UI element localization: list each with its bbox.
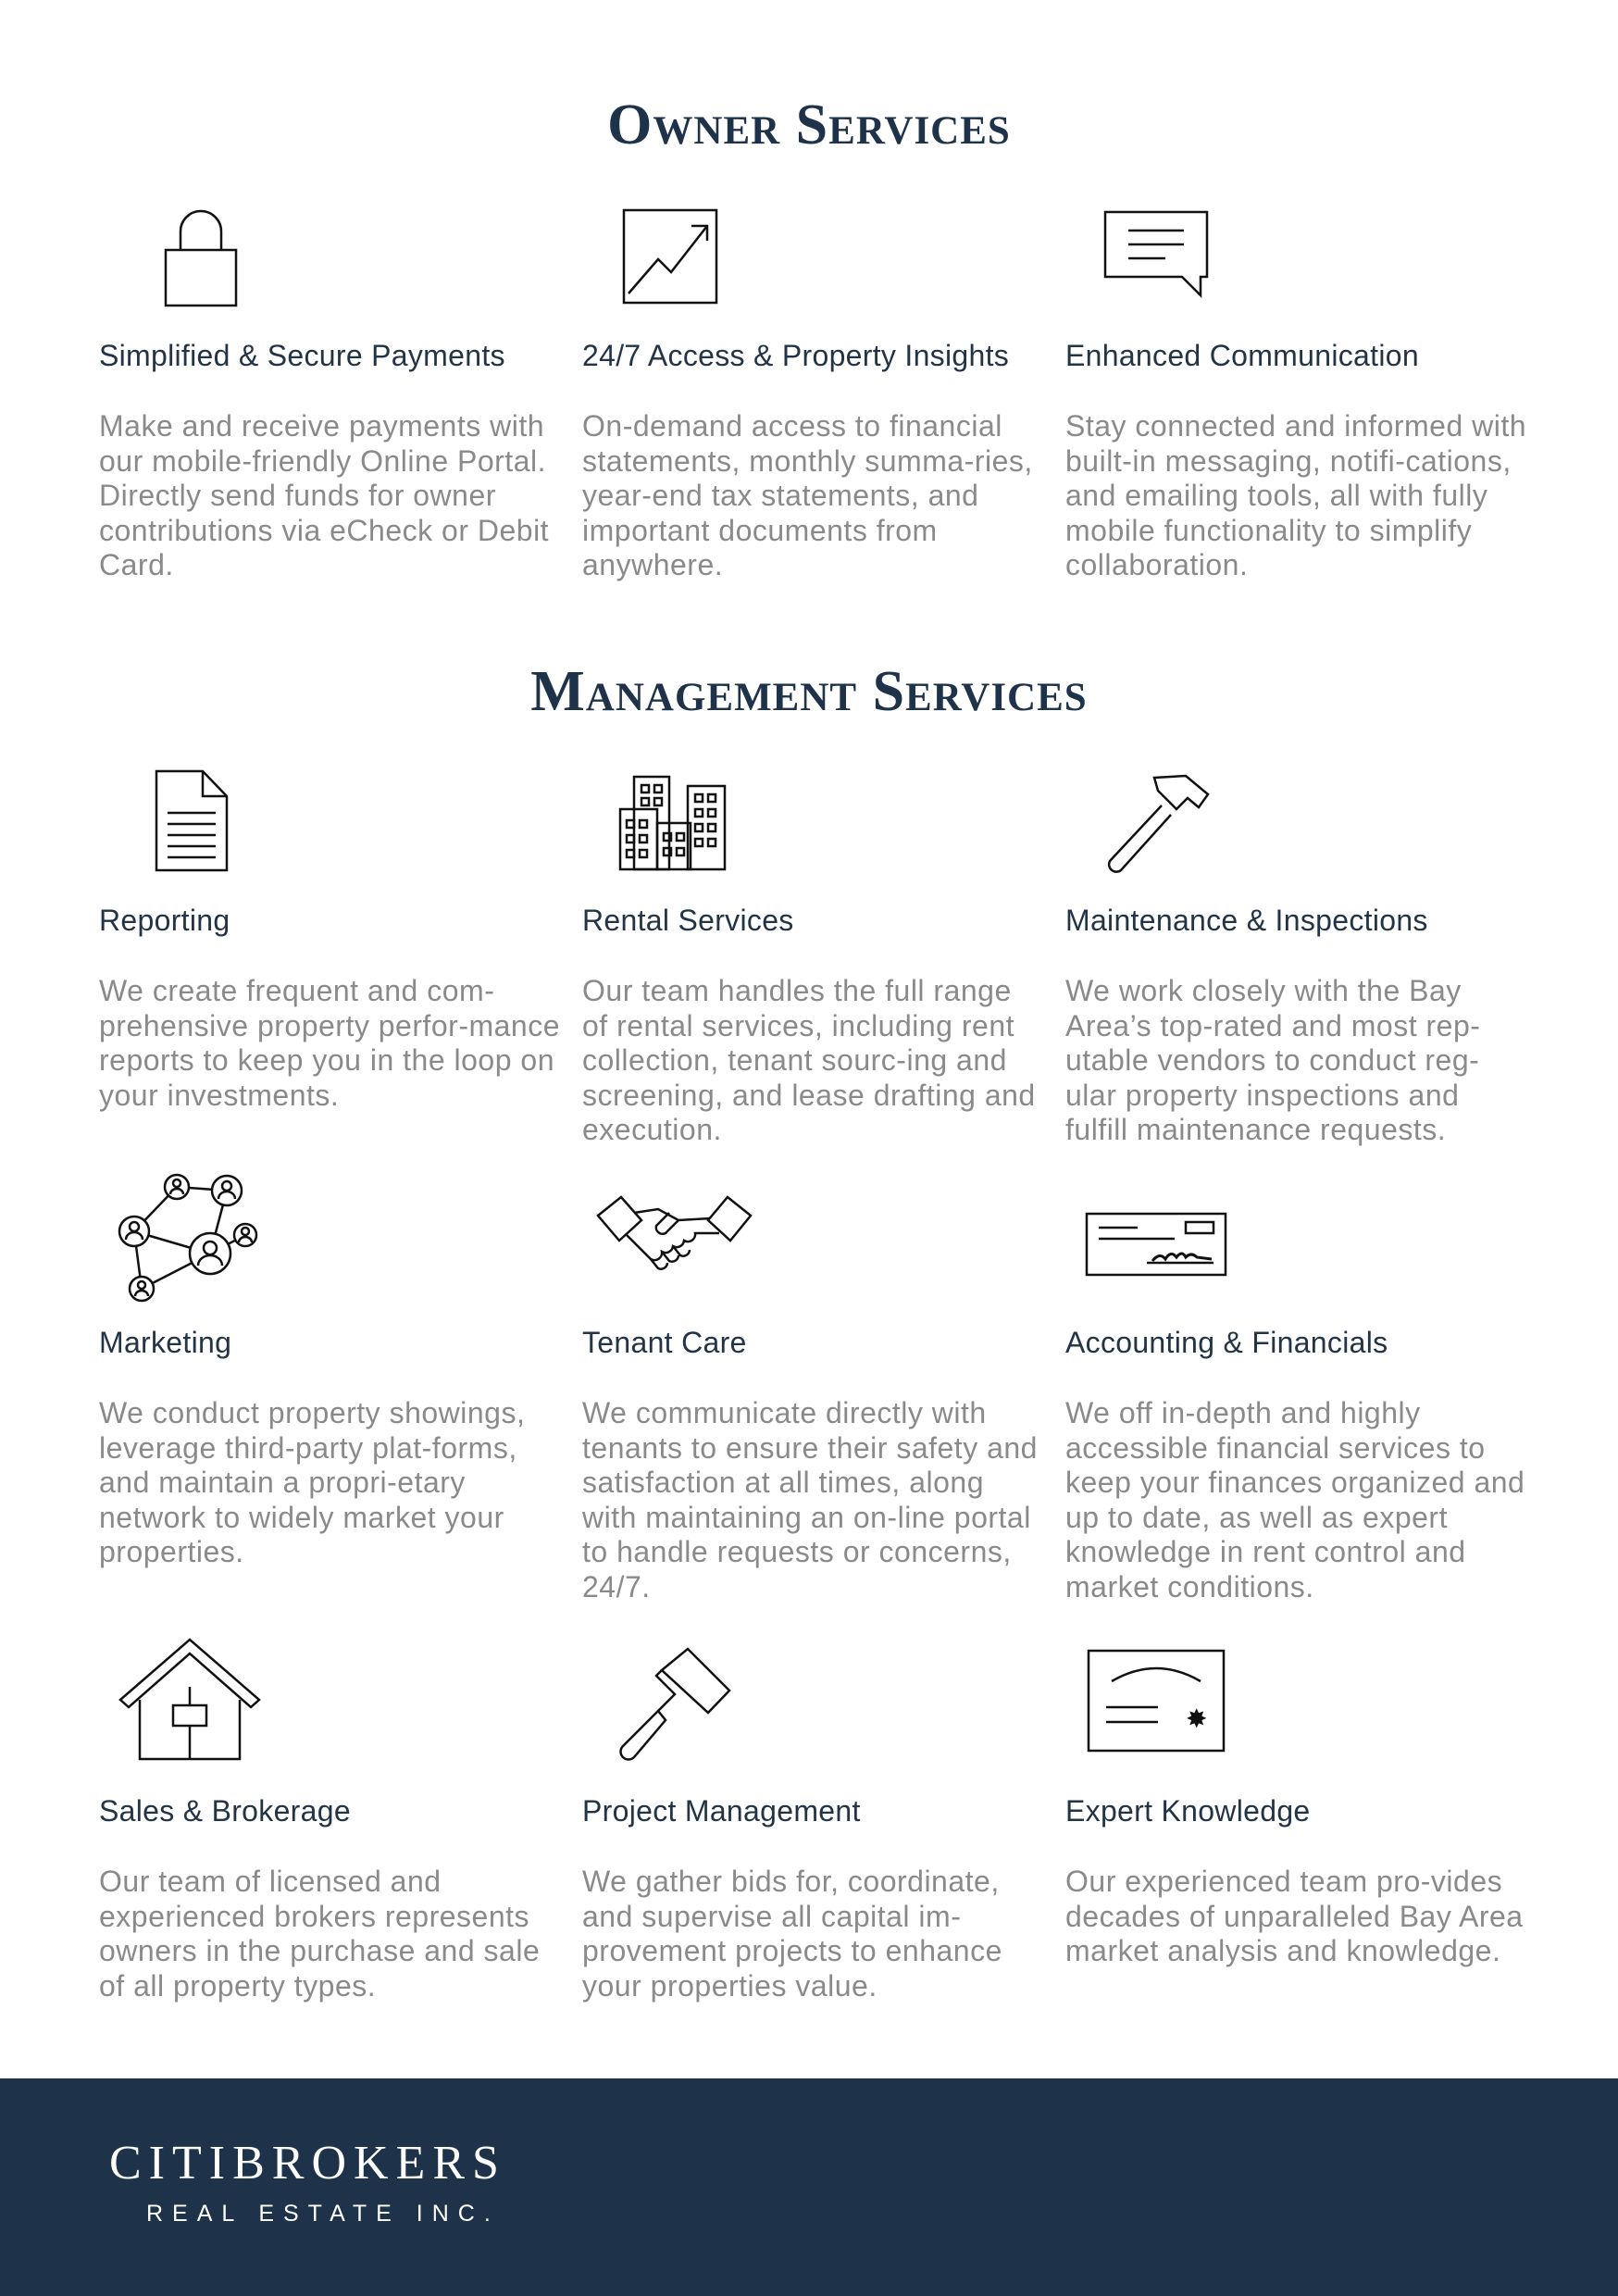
service-description: We gather bids for, coordinate, and supervise all capital im-provement projects to enhance your properties value. bbox=[582, 1865, 1002, 2003]
svg-text:✸: ✸ bbox=[1186, 1703, 1208, 1734]
service-description: Our team handles the full range of rental services, including rent collection, tenant sourc-ing and screening, and lease drafting and execution. bbox=[582, 974, 1036, 1146]
service-title: Reporting bbox=[99, 904, 230, 937]
service-title: Simplified & Secure Payments bbox=[99, 339, 505, 372]
check-icon bbox=[1065, 1170, 1232, 1281]
management-services-title: Management Services bbox=[530, 660, 1088, 723]
paint-roller-icon bbox=[582, 1631, 749, 1742]
brand-logo-name: CITIBROKERS bbox=[109, 2137, 506, 2190]
network-icon bbox=[99, 1170, 266, 1281]
service-description: Our experienced team pro-vides decades of unparalleled Bay Area market analysis and knowledge. bbox=[1065, 1865, 1524, 1967]
owner-services-title: Owner Services bbox=[607, 94, 1011, 156]
service-description: Our team of licensed and experienced brokers represents owners in the purchase and sale of all property types. bbox=[99, 1865, 541, 2003]
service-title: Expert Knowledge bbox=[1065, 1794, 1311, 1828]
handshake-icon bbox=[582, 1170, 749, 1281]
service-description: We off in-depth and highly accessible financial services to keep your finances organized and up to date, as well as expert knowledge in rent control and market conditions. bbox=[1065, 1396, 1525, 1603]
service-title: Accounting & Financials bbox=[1065, 1326, 1388, 1359]
lock-icon bbox=[99, 204, 266, 315]
service-description: Make and receive payments with our mobile-friendly Online Portal. Directly send funds for owner contributions via eCheck or Debit Card. bbox=[99, 409, 550, 581]
service-title: Rental Services bbox=[582, 904, 794, 937]
service-title: Marketing bbox=[99, 1326, 232, 1359]
service-description: We communicate directly with tenants to ensure their safety and satisfaction at all times, along with maintaining an on-line portal to handle requests or concerns, 24/7. bbox=[582, 1396, 1038, 1603]
service-title: 24/7 Access & Property Insights bbox=[582, 339, 1010, 372]
service-title: Project Management bbox=[582, 1794, 861, 1828]
certificate-icon bbox=[1065, 1631, 1232, 1742]
service-description: Stay connected and informed with built-in messaging, notifi-cations, and emailing tools, all with fully mobile functionality to simplify collaboration. bbox=[1065, 409, 1527, 581]
message-bubble-icon bbox=[1065, 204, 1232, 315]
hammer-icon bbox=[1065, 767, 1232, 878]
chart-growth-icon bbox=[582, 204, 749, 315]
service-description: We create frequent and com-prehensive property perfor-mance reports to keep you in the loop on your investments. bbox=[99, 974, 561, 1112]
service-description: We work closely with the Bay Area’s top-rated and most rep-utable vendors to conduct reg-ular property inspections and fulfill maintenance requests. bbox=[1065, 974, 1481, 1146]
service-title: Enhanced Communication bbox=[1065, 339, 1419, 372]
service-title: Tenant Care bbox=[582, 1326, 747, 1359]
brand-logo-subtitle: REAL ESTATE INC. bbox=[146, 2201, 500, 2227]
document-icon bbox=[99, 767, 266, 878]
service-title: Sales & Brokerage bbox=[99, 1794, 351, 1828]
buildings-icon bbox=[582, 767, 749, 878]
footer bbox=[0, 2078, 1618, 2296]
house-sign-icon bbox=[99, 1631, 266, 1742]
service-description: We conduct property showings, leverage third-party plat-forms, and maintain a propri-etary network to widely market your properties. bbox=[99, 1396, 526, 1568]
service-description: On-demand access to financial statements, monthly summa-ries, year-end tax statements, and important documents from anywhere. bbox=[582, 409, 1033, 581]
service-title: Maintenance & Inspections bbox=[1065, 904, 1428, 937]
